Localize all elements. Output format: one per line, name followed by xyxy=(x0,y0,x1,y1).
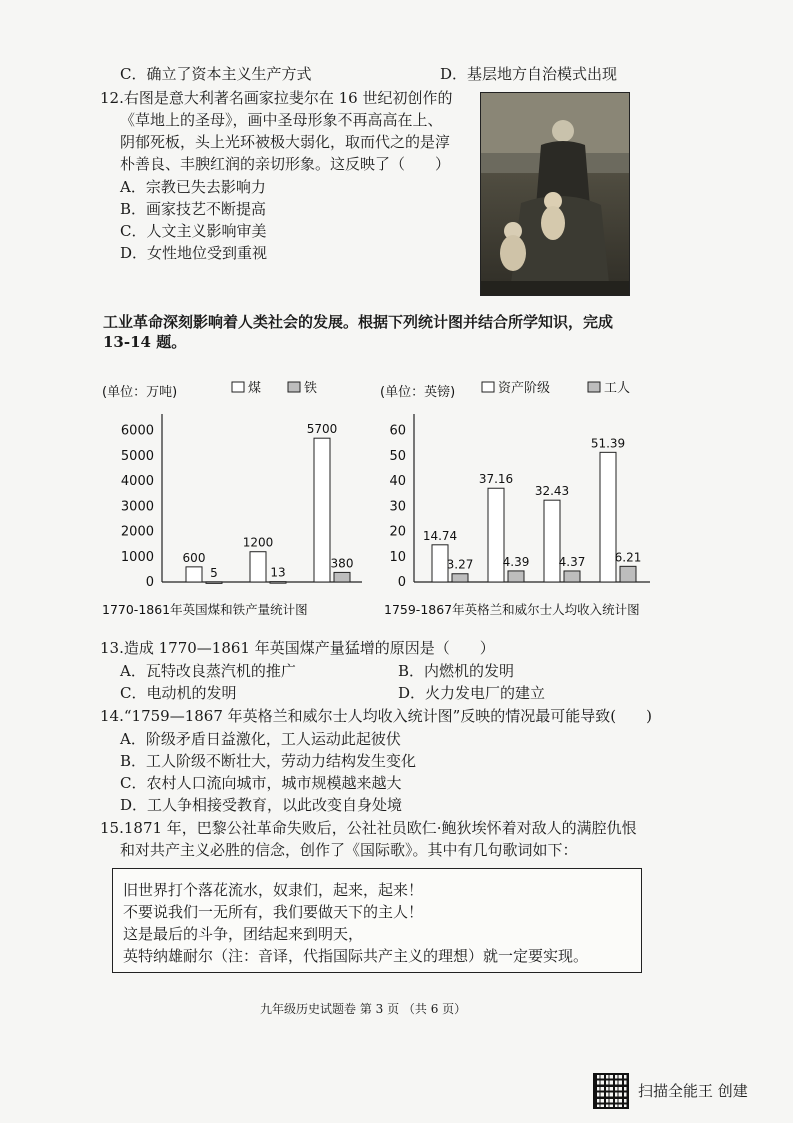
bar xyxy=(270,582,286,584)
q12-option-d: D．女性地位受到重视 xyxy=(120,244,268,262)
q11-option-d: D．基层地方自治模式出现 xyxy=(440,65,618,83)
intro-line-2: 13-14 题。 xyxy=(103,333,187,351)
legend-label: 工人 xyxy=(604,381,631,396)
q12-stem-line-3: 阴郁死板，头上光环被极大弱化，取而代之的是淳 xyxy=(120,133,451,151)
data-label: 600 xyxy=(182,550,206,565)
data-label: 13 xyxy=(270,565,286,580)
q13-option-a: A．瓦特改良蒸汽机的推广 xyxy=(120,662,296,680)
legend-swatch xyxy=(482,382,494,392)
y-tick-label: 50 xyxy=(389,448,406,464)
chart1-unit-label: (单位：万吨) xyxy=(102,385,178,400)
lyrics-line-2: 不要说我们一无所有，我们要做天下的主人！ xyxy=(123,903,424,921)
y-tick-label: 0 xyxy=(145,575,154,590)
lyrics-box xyxy=(112,868,642,973)
data-label: 51.39 xyxy=(590,436,626,451)
data-label: 37.16 xyxy=(478,472,514,487)
data-label: 3.27 xyxy=(446,557,474,572)
chart2-title: 1759-1867年英格兰和威尔士人均收入统计图 xyxy=(384,602,640,617)
coal-iron-chart xyxy=(100,372,370,622)
scanner-watermark: 扫描全能王 创建 xyxy=(638,1082,748,1100)
y-tick-label: 40 xyxy=(389,474,406,490)
bar xyxy=(206,582,222,584)
q11-option-c: C．确立了资本主义生产方式 xyxy=(120,65,312,83)
q13-option-b: B．内燃机的发明 xyxy=(398,662,515,680)
y-tick-label: 60 xyxy=(389,423,406,439)
legend-swatch xyxy=(232,382,244,392)
data-label: 380 xyxy=(330,556,354,571)
bar xyxy=(488,488,504,582)
bar xyxy=(600,452,616,582)
y-tick-label: 2000 xyxy=(120,524,154,540)
y-tick-label: 20 xyxy=(389,524,406,540)
qr-code-icon xyxy=(593,1073,629,1109)
y-tick-label: 10 xyxy=(389,549,406,565)
q14-stem: 14.“1759—1867 年英格兰和威尔士人均收入统计图”反映的情况最可能导致( ) xyxy=(100,707,653,725)
legend-label: 铁 xyxy=(304,381,318,396)
bar xyxy=(334,572,350,582)
data-label: 5700 xyxy=(306,422,338,437)
income-chart xyxy=(378,372,688,622)
bar xyxy=(314,438,330,582)
data-label: 5 xyxy=(210,565,218,580)
q14-option-d: D．工人争相接受教育，以此改变自身处境 xyxy=(120,796,403,814)
lyrics-line-1: 旧世界打个落花流水，奴隶们，起来，起来！ xyxy=(123,881,424,899)
q14-option-a: A．阶级矛盾日益激化，工人运动此起彼伏 xyxy=(120,730,401,748)
lyrics-line-4: 英特纳雄耐尔（注：音译，代指国际共产主义的理想）就一定要实现。 xyxy=(123,947,589,965)
q14-option-b: B．工人阶级不断壮大，劳动力结构发生变化 xyxy=(120,752,417,770)
y-tick-label: 0 xyxy=(397,575,406,590)
chart1-title: 1770-1861年英国煤和铁产量统计图 xyxy=(102,602,308,617)
page-footer: 九年级历史试题卷 第 3 页 （共 6 页） xyxy=(260,1002,467,1016)
data-label: 14.74 xyxy=(422,528,458,543)
q13-option-c: C．电动机的发明 xyxy=(120,684,237,702)
y-tick-label: 1000 xyxy=(120,549,154,565)
data-label: 1200 xyxy=(242,535,274,550)
bar xyxy=(564,571,580,582)
legend-swatch xyxy=(288,382,300,392)
data-label: 4.39 xyxy=(502,554,530,569)
data-label: 4.37 xyxy=(558,554,586,569)
lyrics-line-3: 这是最后的斗争，团结起来到明天， xyxy=(123,925,364,943)
y-tick-label: 30 xyxy=(389,499,406,515)
chart2-unit-label: (单位：英镑) xyxy=(380,385,456,400)
q12-stem-line-1: 12.右图是意大利著名画家拉斐尔在 16 世纪初创作的 xyxy=(100,89,453,107)
bar xyxy=(186,567,202,582)
y-tick-label: 3000 xyxy=(120,499,154,515)
y-tick-label: 5000 xyxy=(120,448,154,464)
madonna-painting-image xyxy=(480,92,630,296)
q15-stem-line-2: 和对共产主义必胜的信念，创作了《国际歌》。其中有几句歌词如下： xyxy=(120,841,578,859)
legend-label: 资产阶级 xyxy=(498,381,551,396)
data-label: 6.21 xyxy=(614,550,642,565)
bar xyxy=(452,574,468,582)
data-label: 32.43 xyxy=(534,484,570,499)
q13-stem: 13.造成 1770—1861 年英国煤产量猛增的原因是（ ） xyxy=(100,639,495,657)
legend-swatch xyxy=(588,382,600,392)
q12-option-c: C．人文主义影响审美 xyxy=(120,222,267,240)
q12-stem-line-2: 《草地上的圣母》，画中圣母形象不再高高在上、 xyxy=(120,111,443,129)
bar xyxy=(544,500,560,582)
bar xyxy=(250,552,266,582)
bar xyxy=(620,566,636,582)
q12-option-b: B．画家技艺不断提高 xyxy=(120,200,267,218)
q14-option-c: C．农村人口流向城市，城市规模越来越大 xyxy=(120,774,402,792)
y-tick-label: 6000 xyxy=(120,423,154,439)
q12-option-a: A．宗教已失去影响力 xyxy=(120,178,266,196)
bar xyxy=(432,545,448,582)
q15-stem-line-1: 15.1871 年，巴黎公社革命失败后，公社社员欧仁·鲍狄埃怀着对敌人的满腔仇恨 xyxy=(100,819,637,837)
q13-option-d: D．火力发电厂的建立 xyxy=(398,684,546,702)
legend-label: 煤 xyxy=(248,381,262,396)
q12-stem-line-4: 朴善良、丰腴红润的亲切形象。这反映了（ ） xyxy=(120,155,451,173)
intro-line-1: 工业革命深刻影响着人类社会的发展。根据下列统计图并结合所学知识，完成 xyxy=(103,313,614,331)
bar xyxy=(508,571,524,582)
y-tick-label: 4000 xyxy=(120,474,154,490)
